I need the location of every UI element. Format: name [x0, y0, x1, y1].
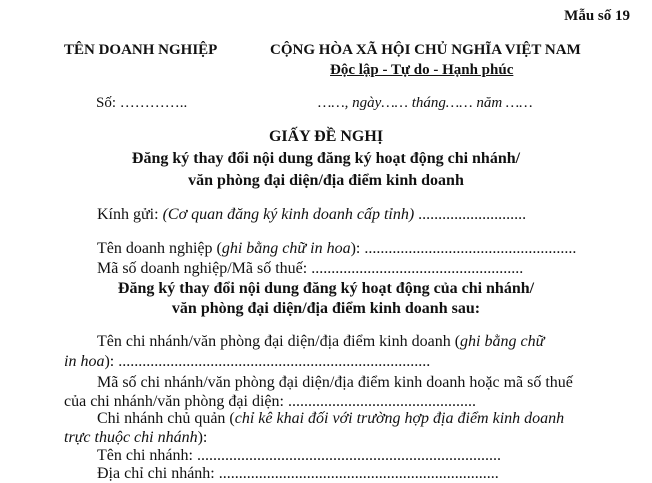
branch-name-line1 — [97, 333, 544, 351]
branch-name-label: Tên chi nhánh/văn phòng đại diện/địa điểm kinh doanh ( — [97, 333, 461, 350]
section-heading-line1: Đăng ký thay đổi nội dung đăng ký hoạt động của chi nhánh/ — [117, 280, 535, 297]
company-name-hint: ghi bằng chữ in hoa — [221, 240, 351, 257]
parent-branch-hint-cont: trực thuộc chi nhánh — [64, 429, 198, 446]
parent-branch-name: Tên chi nhánh: ............................................................................ — [97, 447, 501, 464]
form-number: Mẫu số 19 — [564, 8, 630, 24]
republic-name: CỘNG HÒA XÃ HỘI CHỦ NGHĨA VIỆT NAM — [270, 42, 581, 58]
branch-code-line2: của chi nhánh/văn phòng đại diện: ............................................... — [64, 393, 476, 410]
document-title: GIẤY ĐỀ NGHỊ — [268, 128, 384, 145]
branch-name-tail: ): .............................................................................. — [104, 353, 431, 370]
date-line: ……, ngày…… tháng…… năm …… — [318, 95, 533, 111]
recipient-dots: ........................... — [414, 206, 527, 223]
parent-branch-tail: ): — [197, 429, 208, 446]
recipient-value: (Cơ quan đăng ký kinh doanh cấp tỉnh) — [162, 206, 415, 223]
branch-code-line1: Mã số chi nhánh/văn phòng đại diện/địa điểm kinh doanh hoặc mã số thuế — [97, 374, 573, 391]
document-number: Số: ………….. — [96, 95, 188, 111]
parent-branch-line1 — [97, 410, 564, 428]
company-name-tail: ): ..................................................... — [350, 240, 577, 257]
parent-branch-label: Chi nhánh chủ quản ( — [97, 410, 235, 427]
document-subtitle-line1: Đăng ký thay đổi nội dung đăng ký hoạt động chi nhánh/ — [131, 150, 521, 167]
recipient-line — [97, 206, 526, 224]
document-subtitle-line2: văn phòng đại diện/địa điểm kinh doanh — [188, 172, 464, 189]
republic-motto: Độc lập - Tự do - Hạnh phúc — [330, 62, 514, 78]
branch-name-hint: ghi bằng chữ — [460, 333, 545, 350]
parent-branch-hint: chỉ kê khai đối với trường hợp địa điểm kinh doanh — [234, 410, 565, 427]
branch-name-line2 — [64, 353, 430, 371]
company-tax-field: Mã số doanh nghiệp/Mã số thuế: ..................................................... — [97, 260, 524, 277]
section-heading-line2: văn phòng đại diện/địa điểm kinh doanh sau: — [171, 300, 481, 317]
branch-name-hint-cont: in hoa — [64, 353, 105, 370]
recipient-label: Kính gửi: — [97, 206, 163, 223]
company-name-field — [97, 240, 576, 258]
parent-branch-address: Địa chỉ chi nhánh: ...................................................................... — [97, 465, 499, 482]
company-name-label: Tên doanh nghiệp ( — [97, 240, 222, 257]
company-header: TÊN DOANH NGHIỆP — [64, 42, 218, 58]
parent-branch-line2 — [64, 429, 207, 447]
